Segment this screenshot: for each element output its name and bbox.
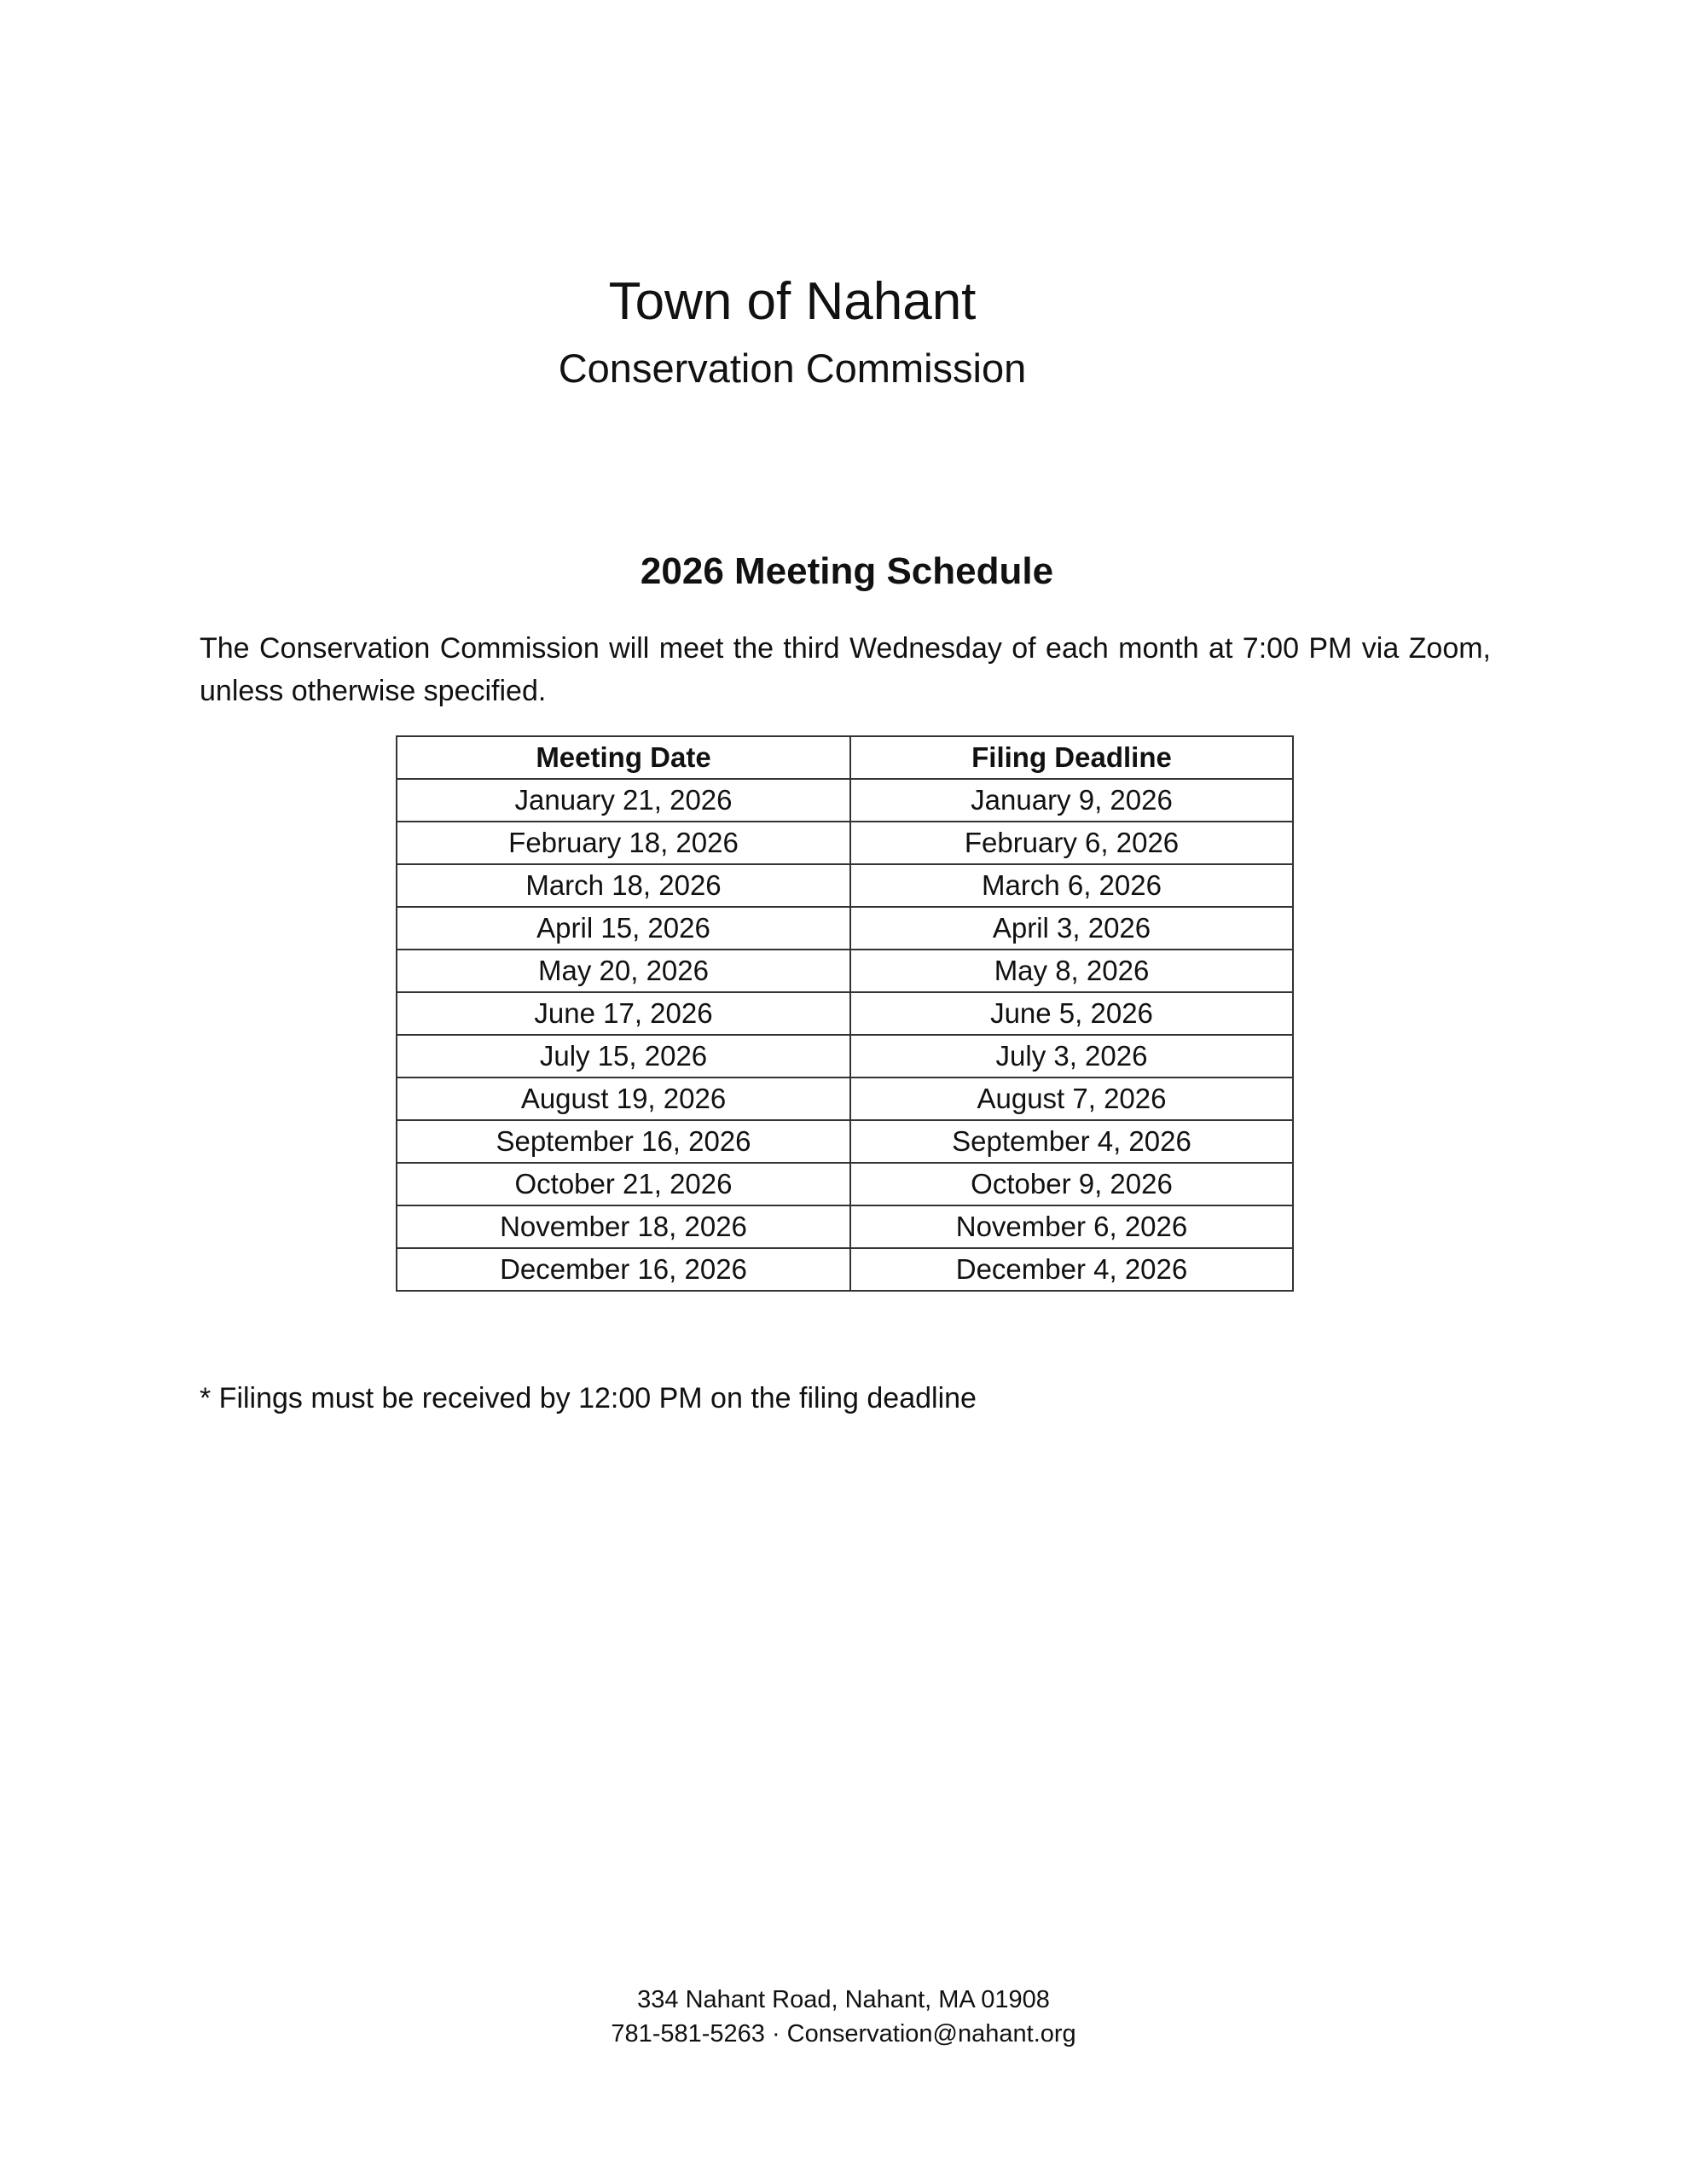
meeting-date-cell: June 17, 2026 [397, 992, 850, 1035]
table-row [397, 864, 1293, 907]
org-title: Town of Nahant [608, 272, 977, 331]
meeting-date-cell: May 20, 2026 [397, 950, 850, 992]
footer-contact: 781-581-5263 · Conservation@nahant.org [611, 2020, 1076, 2048]
filing-deadline-cell: May 8, 2026 [850, 950, 1293, 992]
meeting-date-cell: October 21, 2026 [397, 1163, 850, 1205]
org-subtitle: Conservation Commission [558, 346, 1027, 391]
table-row [397, 1077, 1293, 1120]
footer-address: 334 Nahant Road, Nahant, MA 01908 [637, 1986, 1050, 2013]
meeting-date-cell: April 15, 2026 [397, 907, 850, 950]
meeting-date-cell: March 18, 2026 [397, 864, 850, 907]
filing-deadline-cell: June 5, 2026 [850, 992, 1293, 1035]
table-header-row [397, 736, 1293, 779]
table-row [397, 779, 1293, 822]
filing-deadline-cell: December 4, 2026 [850, 1248, 1293, 1291]
schedule-table [396, 735, 1294, 1292]
filing-deadline-cell: February 6, 2026 [850, 822, 1293, 864]
table-row [397, 1163, 1293, 1205]
filing-deadline-cell: January 9, 2026 [850, 779, 1293, 822]
page-heading: 2026 Meeting Schedule [640, 550, 1054, 592]
filing-deadline-cell: September 4, 2026 [850, 1120, 1293, 1163]
meeting-date-cell: August 19, 2026 [397, 1077, 850, 1120]
table-row [397, 1205, 1293, 1248]
table-row [397, 1248, 1293, 1291]
filing-deadline-cell: November 6, 2026 [850, 1205, 1293, 1248]
column-header-meeting-date: Meeting Date [397, 736, 850, 779]
meeting-date-cell: January 21, 2026 [397, 779, 850, 822]
column-header-filing-deadline: Filing Deadline [850, 736, 1293, 779]
meeting-date-cell: September 16, 2026 [397, 1120, 850, 1163]
filing-deadline-cell: August 7, 2026 [850, 1077, 1293, 1120]
table-row [397, 1120, 1293, 1163]
footnote: * Filings must be received by 12:00 PM on the filing deadline [200, 1382, 977, 1414]
filing-deadline-cell: April 3, 2026 [850, 907, 1293, 950]
table-row [397, 822, 1293, 864]
table-row [397, 1035, 1293, 1077]
table-row [397, 950, 1293, 992]
meeting-date-cell: February 18, 2026 [397, 822, 850, 864]
meeting-date-cell: November 18, 2026 [397, 1205, 850, 1248]
filing-deadline-cell: October 9, 2026 [850, 1163, 1293, 1205]
intro-paragraph: The Conservation Commission will meet the third Wednesday of each month at 7:00 PM via Zoom, unless otherwise specified. [200, 632, 1491, 707]
filing-deadline-cell: July 3, 2026 [850, 1035, 1293, 1077]
filing-deadline-cell: March 6, 2026 [850, 864, 1293, 907]
meeting-date-cell: July 15, 2026 [397, 1035, 850, 1077]
table-row [397, 907, 1293, 950]
meeting-date-cell: December 16, 2026 [397, 1248, 850, 1291]
table-row [397, 992, 1293, 1035]
